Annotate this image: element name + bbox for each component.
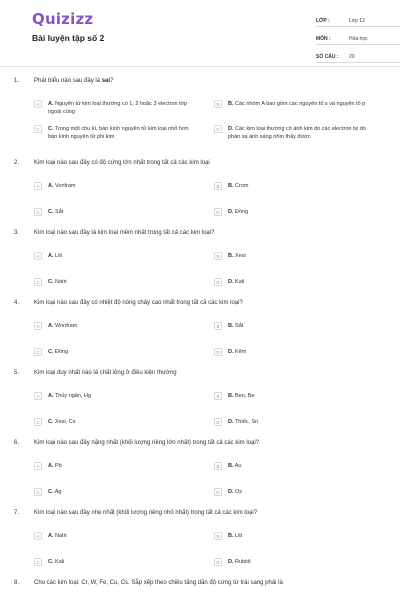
option-letter: B. xyxy=(228,101,234,107)
option-a[interactable] xyxy=(34,392,91,400)
option-b[interactable] xyxy=(214,322,243,330)
option-letter-box[interactable]: C xyxy=(34,208,42,216)
option-letter: C. xyxy=(48,489,54,495)
option-label: Ag xyxy=(54,489,62,495)
option-b[interactable] xyxy=(214,392,255,400)
header-divider xyxy=(0,66,400,67)
option-text xyxy=(48,418,76,426)
option-label: Thủy ngân, Hg xyxy=(54,393,92,399)
option-c[interactable] xyxy=(34,348,68,356)
quizizz-logo: Quizizz xyxy=(32,10,94,28)
question-text-part: Kim loại nào sau đây là kim loại mềm nhất trong tất cả các kim loại? xyxy=(34,230,215,236)
worksheet-title: Bài luyện tập số 2 xyxy=(32,33,105,43)
option-letter: D. xyxy=(228,209,234,215)
option-a[interactable] xyxy=(34,462,62,470)
option-letter-box[interactable]: C xyxy=(34,278,42,286)
question-number: 6. xyxy=(14,440,20,446)
option-label: Đồng xyxy=(235,209,249,215)
option-label: Natri xyxy=(55,279,67,285)
option-b[interactable] xyxy=(214,100,365,108)
option-letter-box[interactable]: A xyxy=(34,100,42,108)
option-label: Nguyên tử kim loại thường có 1, 2 hoặc 3 electron lớp ngoài cùng xyxy=(48,101,188,115)
option-letter-box[interactable]: A xyxy=(34,322,42,330)
question-text xyxy=(34,510,380,516)
option-text xyxy=(48,462,62,470)
option-label: Liti xyxy=(235,533,243,539)
option-letter: D. xyxy=(228,126,234,132)
option-letter: A. xyxy=(48,463,54,469)
option-letter-box[interactable]: C xyxy=(34,348,42,356)
question-text xyxy=(34,300,380,306)
option-a[interactable] xyxy=(34,532,67,540)
option-letter: B. xyxy=(228,253,234,259)
question-text-part: Kim loại duy nhất nào là chất lỏng ở điều kiện thường xyxy=(34,370,177,376)
question-number: 4. xyxy=(14,300,20,306)
question-text-part: Kim loại nào sau đây nhẹ nhất (khối lượng riêng nhỏ nhất) trong tất cả các kim loại? xyxy=(34,510,258,516)
option-c[interactable] xyxy=(34,488,61,496)
option-label: Kali xyxy=(55,559,65,565)
option-label: Kẽm xyxy=(235,349,247,355)
option-a[interactable] xyxy=(34,182,76,190)
option-c[interactable] xyxy=(34,558,64,566)
option-letter-box[interactable]: B xyxy=(214,532,222,540)
option-text xyxy=(228,558,251,566)
option-letter: B. xyxy=(228,463,234,469)
question-number: 3. xyxy=(14,230,20,236)
option-text xyxy=(228,100,365,108)
option-letter-box[interactable]: D xyxy=(214,488,222,496)
option-letter: A. xyxy=(48,183,54,189)
option-label: Os xyxy=(235,489,243,495)
option-letter: A. xyxy=(48,323,54,329)
option-d[interactable] xyxy=(214,278,244,286)
option-letter: A. xyxy=(48,253,54,259)
option-a[interactable] xyxy=(34,322,77,330)
question-text-part: Phát biểu nào sau đây là xyxy=(34,78,102,84)
question-text xyxy=(34,440,380,446)
option-text xyxy=(228,322,243,330)
option-text xyxy=(48,392,91,400)
option-letter-box[interactable]: A xyxy=(34,392,42,400)
option-letter: D. xyxy=(228,279,234,285)
option-letter-box[interactable]: B xyxy=(214,100,222,108)
option-c[interactable] xyxy=(34,418,76,426)
question-text-emphasis: sai xyxy=(101,78,111,84)
option-d[interactable] xyxy=(214,348,246,356)
option-letter-box[interactable]: B xyxy=(214,182,222,190)
option-letter-box[interactable]: A xyxy=(34,462,42,470)
option-d[interactable] xyxy=(214,125,373,141)
option-label: Natri xyxy=(55,533,67,539)
meta-value: 20 xyxy=(349,53,355,60)
question-text-part: Cho các kim loại: Cr, W, Fe, Cu, Cs. Sắp xếp theo chiều tăng dần độ cứng từ trái sang phải là xyxy=(34,580,283,586)
option-label: Xesi xyxy=(235,253,246,259)
meta-value: Hóa học xyxy=(349,35,368,42)
option-letter: C. xyxy=(48,209,54,215)
option-letter-box[interactable]: A xyxy=(34,182,42,190)
option-text xyxy=(48,100,193,116)
option-text xyxy=(228,488,242,496)
option-label: Các kim loại thường có ánh kim do các electron tự do phản xạ ánh sáng nhìn thấy được xyxy=(228,126,366,140)
option-letter: B. xyxy=(228,393,234,399)
option-text xyxy=(228,418,258,426)
meta-row-class xyxy=(316,10,400,27)
option-letter: A. xyxy=(48,533,54,539)
option-letter: D. xyxy=(228,349,234,355)
option-letter-box[interactable]: A xyxy=(34,532,42,540)
question-text-part: ? xyxy=(110,78,114,84)
option-letter-box[interactable]: D xyxy=(214,418,222,426)
option-letter: A. xyxy=(48,101,54,107)
option-b[interactable] xyxy=(214,532,242,540)
option-letter: C. xyxy=(48,559,54,565)
meta-label: LỚP : xyxy=(316,17,330,24)
option-a[interactable] xyxy=(34,100,193,116)
option-letter-box[interactable]: D xyxy=(214,348,222,356)
option-label: Sắt xyxy=(55,209,64,215)
option-text xyxy=(228,278,244,286)
question-text-part: Kim loại nào sau đây có nhiệt độ nóng chảy cao nhất trong tất cả các kim loại? xyxy=(34,300,243,306)
question-text-part: Kim loại nào sau đây nặng nhất (khối lượng riêng lớn nhất) trong tất cả các kim loại? xyxy=(34,440,260,446)
option-label: Trong một chu kì, bán kính nguyên tử kim loại nhỏ hơn bán kính nguyên tử phi kim xyxy=(48,126,189,140)
option-b[interactable] xyxy=(214,462,241,470)
meta-label: SỐ CÂU : xyxy=(316,53,339,60)
option-letter-box[interactable]: D xyxy=(214,125,222,133)
option-letter: C. xyxy=(48,349,54,355)
question-text xyxy=(34,580,380,586)
option-text xyxy=(228,348,246,356)
option-label: Wonfram xyxy=(55,323,78,329)
option-d[interactable] xyxy=(214,488,242,496)
meta-value: Lớp 12 xyxy=(349,17,365,24)
option-label: Sắt xyxy=(235,323,244,329)
meta-row-question-count xyxy=(316,46,400,63)
worksheet-header xyxy=(16,0,384,62)
option-letter-box[interactable]: D xyxy=(214,558,222,566)
question-text xyxy=(34,160,380,166)
option-label: Liti xyxy=(55,253,63,259)
option-letter: D. xyxy=(228,559,234,565)
option-letter: B. xyxy=(228,183,234,189)
option-b[interactable] xyxy=(214,252,246,260)
option-text xyxy=(48,348,68,356)
question-number: 7. xyxy=(14,510,20,516)
option-letter-box[interactable]: B xyxy=(214,322,222,330)
option-label: Pb xyxy=(55,463,62,469)
option-label: Đồng xyxy=(55,349,69,355)
option-letter-box[interactable]: D xyxy=(214,208,222,216)
option-letter-box[interactable]: C xyxy=(34,488,42,496)
option-text xyxy=(228,125,373,141)
option-label: Ben, Be xyxy=(235,393,255,399)
option-text xyxy=(48,252,62,260)
option-text xyxy=(228,252,246,260)
option-d[interactable] xyxy=(214,558,251,566)
option-text xyxy=(48,532,67,540)
option-text xyxy=(228,208,248,216)
worksheet-meta xyxy=(316,10,400,64)
option-letter-box[interactable]: C xyxy=(34,558,42,566)
question-text xyxy=(34,230,380,236)
option-letter: C. xyxy=(48,419,54,425)
option-letter-box[interactable]: D xyxy=(214,278,222,286)
question-number: 2. xyxy=(14,160,20,166)
question-number: 1. xyxy=(14,78,20,84)
option-letter-box[interactable]: B xyxy=(214,392,222,400)
option-text xyxy=(48,125,193,141)
option-d[interactable] xyxy=(214,208,248,216)
option-letter-box[interactable]: B xyxy=(214,252,222,260)
option-label: Kali xyxy=(235,279,245,285)
option-c[interactable] xyxy=(34,125,193,141)
option-label: Xesi, Cs xyxy=(55,419,76,425)
option-text xyxy=(48,488,61,496)
option-text xyxy=(228,392,255,400)
option-d[interactable] xyxy=(214,418,258,426)
meta-row-subject xyxy=(316,28,400,45)
option-label: Crom xyxy=(235,183,249,189)
option-label: Au xyxy=(234,463,242,469)
option-text xyxy=(48,208,63,216)
option-letter: D. xyxy=(228,489,234,495)
option-letter: B. xyxy=(228,323,234,329)
option-letter-box[interactable]: A xyxy=(34,252,42,260)
option-letter: C. xyxy=(48,279,54,285)
option-label: Vonfram xyxy=(55,183,76,189)
option-letter: A. xyxy=(48,393,54,399)
option-text xyxy=(48,278,67,286)
meta-label: MÔN : xyxy=(316,35,331,42)
option-c[interactable] xyxy=(34,278,67,286)
question-text-part: Kim loại nào sau đây có độ cứng lớn nhất trong tất cả các kim loại xyxy=(34,160,210,166)
option-letter: D. xyxy=(228,419,234,425)
option-label: Rubidi xyxy=(235,559,251,565)
question-number: 8. xyxy=(14,580,20,586)
option-text xyxy=(228,532,242,540)
option-text xyxy=(228,182,248,190)
option-text xyxy=(228,462,241,470)
option-label: Các nhóm A bao gồm các nguyên tố s và nguyên tố p xyxy=(235,101,366,107)
option-letter-box[interactable]: B xyxy=(214,462,222,470)
option-label: Thiếc, Sn xyxy=(234,419,259,425)
option-b[interactable] xyxy=(214,182,248,190)
question-text xyxy=(34,370,380,376)
question-number: 5. xyxy=(14,370,20,376)
option-text xyxy=(48,182,76,190)
option-letter-box[interactable]: C xyxy=(34,125,42,133)
question-text xyxy=(34,78,380,84)
option-letter: B. xyxy=(228,533,234,539)
option-a[interactable] xyxy=(34,252,62,260)
option-c[interactable] xyxy=(34,208,63,216)
option-text xyxy=(48,322,77,330)
option-text xyxy=(48,558,64,566)
option-letter: C. xyxy=(48,126,54,132)
option-letter-box[interactable]: C xyxy=(34,418,42,426)
